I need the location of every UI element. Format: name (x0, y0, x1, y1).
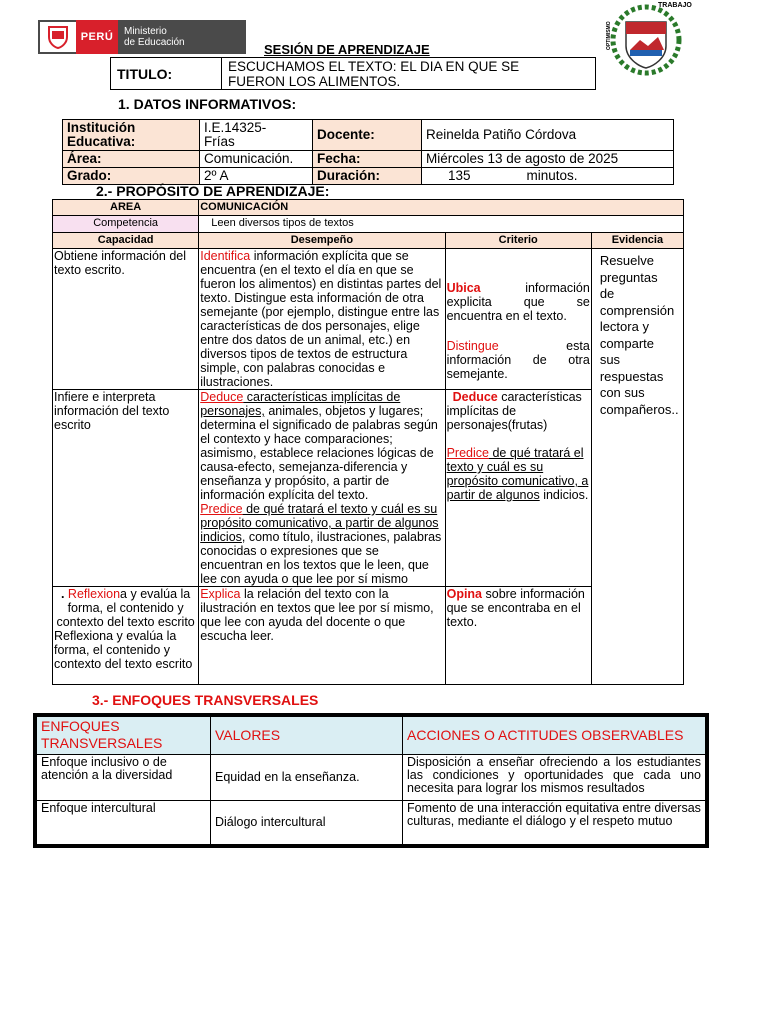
ministerio-label: Ministerio de Educación (124, 26, 185, 48)
fecha-label: Fecha: (313, 151, 422, 168)
docente-label: Docente: (313, 120, 422, 151)
area-label: Área: (63, 151, 200, 168)
session-title: SESIÓN DE APRENDIZAJE (264, 42, 430, 57)
desempeno-header: Desempeño (199, 233, 445, 249)
desempeno-cell: Deduce características implícitas de personajes, animales, objetos y lugares; determina el significado de palabras según el contexto y hace comparaciones; asimismo, establece relaciones lógicas de causa-efecto, semejanza-diferencia y enseñanza y propósito, a partir de información explícita del texto. Predice de qué tratará el texto y cuál es su propósito comunicativo, a partir de algunos indicios, como título, ilustraciones, palabras conocidas o expresiones que se encuentran en los textos que le leen, que lee con ayuda o que lee por sí mismo (199, 390, 445, 587)
capacidad-header: Capacidad (53, 233, 199, 249)
area-value: Comunicación. (200, 151, 313, 168)
proposito-heading: 2.- PROPÓSITO DE APRENDIZAJE: (96, 183, 330, 199)
comunicacion-header: COMUNICACIÓN (199, 200, 684, 216)
valores-header: VALORES (211, 717, 403, 755)
svg-text:OPTIMISMO: OPTIMISMO (606, 21, 612, 50)
capacidad-cell: . Reflexiona y evalúa la forma, el contenido y contexto del texto escrito Reflexiona y evalúa la forma, el contenido y contexto del texto escrito (53, 587, 199, 685)
desempeno-cell: Explica la relación del texto con la ilustración en textos que lee por sí mismo, que lee con ayuda del docente o que escucha leer. (199, 587, 445, 685)
competencia-value: Leen diversos tipos de textos (199, 216, 684, 233)
duracion-value: 135 minutos. (422, 168, 674, 185)
evidencia-cell: Resuelve preguntas de comprensión lectora y comparte sus respuestas con sus compañeros.. (591, 249, 683, 685)
grado-label: Grado: (63, 168, 200, 185)
valor-cell: Diálogo intercultural (211, 801, 403, 845)
fecha-value: Miércoles 13 de agosto de 2025 (422, 151, 674, 168)
inst-value: I.E.14325- Frías (200, 120, 313, 151)
svg-text:TRABAJO: TRABAJO (658, 2, 692, 9)
school-crest-icon (600, 0, 692, 76)
enfoques-table (36, 716, 706, 845)
enfoque-cell: Enfoque intercultural (37, 801, 211, 845)
acciones-header: ACCIONES O ACTITUDES OBSERVABLES (403, 717, 706, 755)
criterio-header: Criterio (445, 233, 591, 249)
inst-label: Institución Educativa: (63, 120, 200, 151)
titulo-value: ESCUCHAMOS EL TEXTO: EL DIA EN QUE SE FUERON LOS ALIMENTOS. (228, 59, 520, 89)
accion-cell: Fomento de una interacción equitativa entre diversas culturas, mediante el diálogo y el respeto mutuo (403, 801, 706, 845)
competencia-label: Competencia (53, 216, 199, 233)
grado-value: 2º A (200, 168, 313, 185)
valor-cell: Equidad en la enseñanza. (211, 755, 403, 801)
capacidad-cell: Infiere e interpreta información del texto escrito (53, 390, 199, 587)
evidencia-header: Evidencia (591, 233, 683, 249)
ministerio-logo (38, 20, 246, 54)
criterio-cell: Deduce características implícitas de personajes(frutas) Predice de qué tratará el texto y cuál es su propósito comunicativo, a partir de algunos indicios. (445, 390, 591, 587)
enfoques-header: ENFOQUES TRANSVERSALES (37, 717, 211, 755)
peru-shield-icon (40, 22, 76, 52)
capacidad-cell: Obtiene información del texto escrito. (53, 249, 199, 390)
titulo-label: TITULO: (111, 58, 222, 89)
duracion-label: Duración: (313, 168, 422, 185)
titulo-box (110, 57, 596, 90)
criterio-cell: Opina sobre información que se encontraba en el texto. (445, 587, 591, 685)
enfoques-heading: 3.- ENFOQUES TRANSVERSALES (92, 692, 319, 708)
accion-cell: Disposición a enseñar ofreciendo a los estudiantes las condiciones y oportunidades que cada uno necesita para lograr los mismos resultados (403, 755, 706, 801)
datos-heading: 1. DATOS INFORMATIVOS: (118, 96, 297, 112)
area-header: AREA (53, 200, 199, 216)
proposito-table (52, 199, 684, 685)
peru-label: PERÚ (76, 20, 118, 54)
criterio-cell: Ubica información explicita que se encuentra en el texto. Distingue esta información de otra semejante. (445, 249, 591, 390)
enfoque-cell: Enfoque inclusivo o de atención a la diversidad (37, 755, 211, 801)
datos-table (62, 119, 674, 185)
docente-value: Reinelda Patiño Córdova (422, 120, 674, 151)
desempeno-cell: Identifica información explícita que se encuentra (en el texto el día en que se fueron los alimentos) en distintas partes del texto. Distingue esta información de otra semejante (por ejemplo, distingue entre las características de dos personajes, elige entre dos datos de un animal, etc.) en diversos tipos de textos de estructura simple, con palabras conocidas e ilustraciones. (199, 249, 445, 390)
